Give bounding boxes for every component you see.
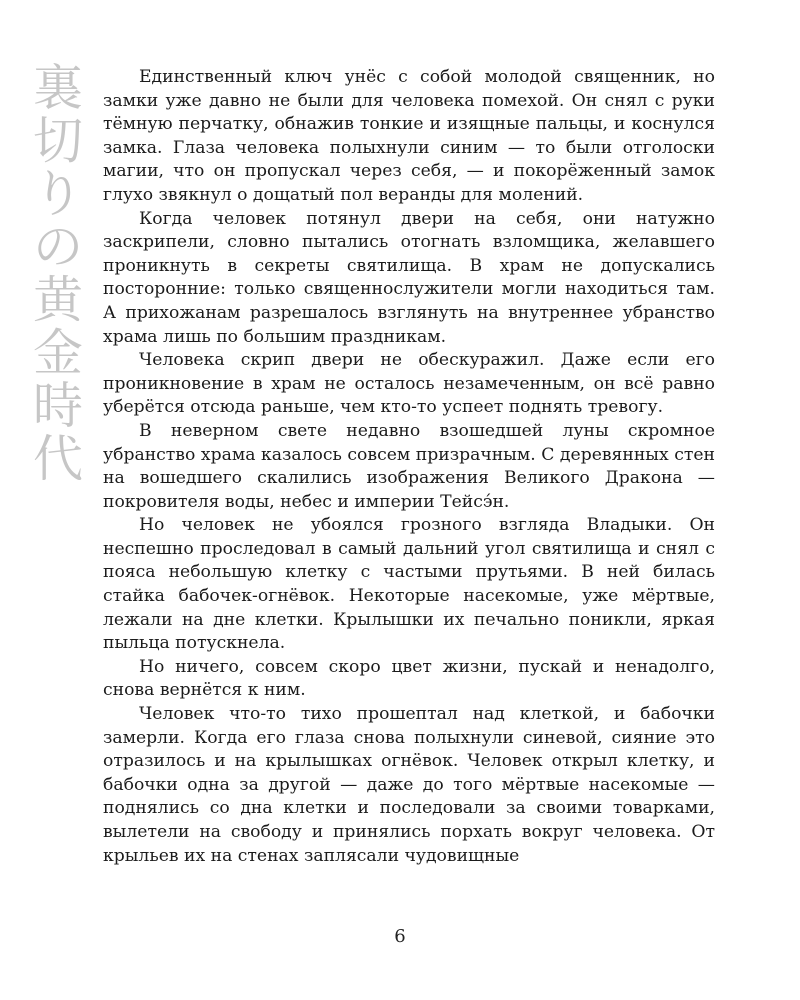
title-glyph: 切 xyxy=(33,112,83,170)
body-text xyxy=(103,66,715,868)
title-glyph: の xyxy=(33,218,83,276)
paragraph: Единственный ключ унёс с собой молодой священник, но замки уже давно не были для человека помехой. Он снял с руки тёмную перчатку, обнажив тонкие и изящные пальцы, и коснулся замка. Глаза человека полыхнули синим — то были отголоски магии, что он пропускал через себя, — и покорёженный замок глухо звякнул о дощатый пол веранды для молений. xyxy=(103,67,715,205)
title-glyph: 代 xyxy=(33,430,83,488)
paragraph: Человек что-то тихо прошептал над клеткой, и бабочки замерли. Когда его глаза снова полыхнули синевой, сияние это отразилось и на крылышках огнёвок. Человек открыл клетку, и бабочки одна за другой — даже до того мёртвые насекомые — поднялись со дна клетки и последовали за своими товарками, вылетели на свободу и принялись порхать вокруг человека. От крыльев их на стенах заплясали чудовищные xyxy=(103,704,715,866)
title-glyph: り xyxy=(33,165,83,223)
paragraph: Но человек не убоялся грозного взгляда Владыки. Он неспешно проследовал в самый дальний угол святилища и снял с пояса небольшую клетку с частыми прутьями. В ней билась стайка бабочек-огнёвок. Некоторые насекомые, уже мёртвые, лежали на дне клетки. Крылышки их печально поникли, яркая пыльца потускнела. xyxy=(103,515,715,654)
vertical-book-title xyxy=(26,59,90,488)
title-glyph: 時 xyxy=(33,377,83,435)
title-glyph: 黄 xyxy=(33,271,83,329)
paragraph: Человека скрип двери не обескуражил. Даже если его проникновение в храм не осталось незамеченным, он всё равно уберётся отсюда раньше, чем кто-то успеет поднять тревогу. xyxy=(103,350,715,418)
page-number: 6 xyxy=(394,926,406,947)
paragraph: Но ничего, совсем скоро цвет жизни, пускай и ненадолго, снова вернётся к ним. xyxy=(103,656,715,701)
title-glyph: 金 xyxy=(33,324,83,382)
paragraph: Когда человек потянул двери на себя, они натужно заскрипели, словно пытались отогнать взломщика, желавшего проникнуть в секреты святилища. В храм не допускались посторонние: только священнослужители могли находиться там. А прихожанам разрешалось взглянуть на внутреннее убранство храма лишь по большим праздникам. xyxy=(103,208,715,347)
title-glyph: 裏 xyxy=(33,59,83,117)
paragraph: В неверном свете недавно взошедшей луны скромное убранство храма казалось совсем призрачным. С деревянных стен на вошедшего скалились изображения Великого Дракона — покровителя воды, небес и империи Тейсэ́н. xyxy=(103,420,715,512)
